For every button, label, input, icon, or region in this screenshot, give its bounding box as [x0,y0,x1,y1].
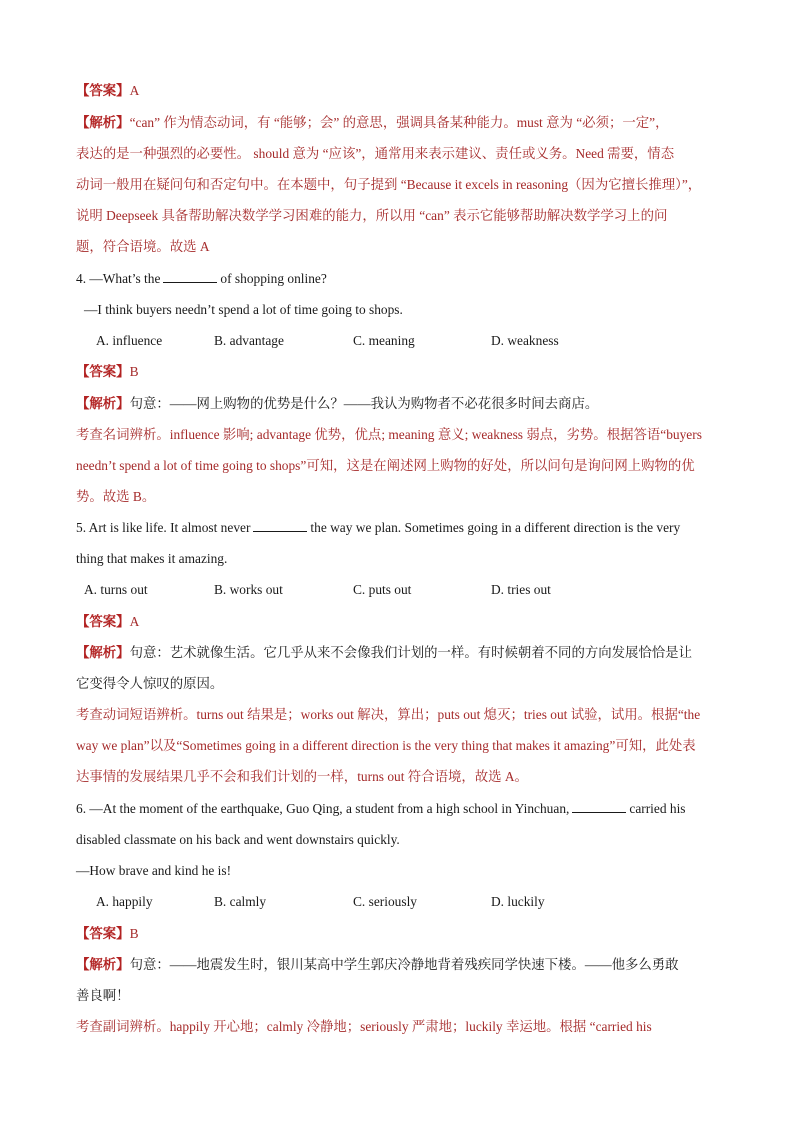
answer-tag: 【答案】 [76,614,130,629]
question-4-reply: —I think buyers needn’t spend a lot of time going to shops. [84,302,403,317]
explanation-line [76,956,724,974]
explanation-text: needn’t spend a lot of time going to shops”可知，这是在阐述网上购物的好处，所以问句是询问网上购物的优 [76,458,695,473]
explanation-text: 动词一般用在疑问句和否定句中。在本题中，句子提到 “Because it excels in reasoning（因为它擅长推理）”， [76,177,702,192]
explanation-line [76,395,724,413]
question-5-stem [76,519,724,537]
answer-line [76,82,724,100]
explanation-text: 势。故选 B。 [76,489,156,504]
answer-blank [572,800,626,813]
explanation-text: 表达的是一种强烈的必要性。 should 意为 “应该”，通常用来表示建议、责任或义务。Need 需要，情态 [76,146,675,161]
option-c: C. puts out [353,582,412,597]
question-6-stem-part1: 6. —At the moment of the earthquake, Guo Qing, a student from a high school in Yinchuan, [76,801,570,816]
explanation-text: 善良啊！ [76,988,130,1003]
explanation-line [76,644,724,662]
question-5-stem-part2: the way we plan. Sometimes going in a different direction is the very [310,520,681,535]
explanation-text: 句意：艺术就像生活。它几乎从来不会像我们计划的一样。有时候朝着不同的方向发展恰恰是让 [129,645,692,660]
explanation-text: 说明 Deepseek 具备帮助解决数学学习困难的能力，所以用 “can” 表示它能够帮助解决数学学习上的问 [76,208,668,223]
question-6-stem-line2: disabled classmate on his back and went downstairs quickly. [76,832,400,847]
answer-tag: 【答案】 [76,364,130,379]
option-a: A. influence [96,333,163,348]
answer-line [76,613,724,631]
answer-value: A [129,83,140,98]
answer-blank [253,519,307,532]
option-a: A. happily [96,894,153,909]
explanation-text: “can” 作为情态动词，有 “能够；会” 的意思，强调具备某种能力。must 意为 “必须；一定”， [129,115,669,130]
question-4-stem-part2: of shopping online? [220,271,327,286]
question-6-stem [76,800,724,818]
explanation-text: 句意：——网上购物的优势是什么？——我认为购物者不必花很多时间去商店。 [129,396,599,411]
explanation-text: 考查动词短语辨析。turns out 结果是；works out 解决，算出；puts out 熄灭；tries out 试验，试用。根据“the [76,707,701,722]
answer-value: A [129,614,140,629]
answer-tag: 【答案】 [76,83,130,98]
answer-line [76,925,724,943]
option-b: B. advantage [214,333,284,348]
explanation-text: 达事情的发展结果几乎不会和我们计划的一样，turns out 符合语境，故选 A。 [76,769,528,784]
option-d: D. luckily [491,894,545,909]
explanation-text: 考查名词辨析。influence 影响; advantage 优势，优点; meaning 意义; weakness 弱点，劣势。根据答语“buyers [76,427,702,442]
explanation-text: 句意：——地震发生时，银川某高中学生郭庆冷静地背着残疾同学快速下楼。——他多么勇敢 [129,957,679,972]
explanation-text: 考查副词辨析。happily 开心地；calmly 冷静地；seriously 严肃地；luckily 幸运地。根据 “carried his [76,1019,652,1034]
option-d: D. tries out [491,582,551,597]
answer-value: B [129,364,139,379]
explanation-tag: 【解析】 [76,396,130,411]
answer-value: B [129,926,139,941]
explanation-text: 它变得令人惊叹的原因。 [76,676,224,691]
explanation-tag: 【解析】 [76,115,130,130]
question-5-stem-line2: thing that makes it amazing. [76,551,228,566]
question-6-reply: —How brave and kind he is! [76,863,232,878]
option-b: B. calmly [214,894,267,909]
option-c: C. meaning [353,333,415,348]
question-6-stem-part2: carried his [629,801,686,816]
question-4-stem-part1: 4. —What’s the [76,271,161,286]
explanation-text: 题，符合语境。故选 A [76,239,210,254]
option-b: B. works out [214,582,283,597]
explanation-tag: 【解析】 [76,645,130,660]
explanation-text: way we plan”以及“Sometimes going in a different direction is the very thing that makes it amazing”可知，此处表 [76,738,696,753]
option-c: C. seriously [353,894,417,909]
question-5-stem-part1: 5. Art is like life. It almost never [76,520,251,535]
option-a: A. turns out [84,582,148,597]
question-4-stem [76,270,724,288]
answer-line [76,363,724,381]
answer-tag: 【答案】 [76,926,130,941]
explanation-tag: 【解析】 [76,957,130,972]
answer-blank [163,270,217,283]
explanation-line [76,114,724,132]
option-d: D. weakness [491,333,559,348]
